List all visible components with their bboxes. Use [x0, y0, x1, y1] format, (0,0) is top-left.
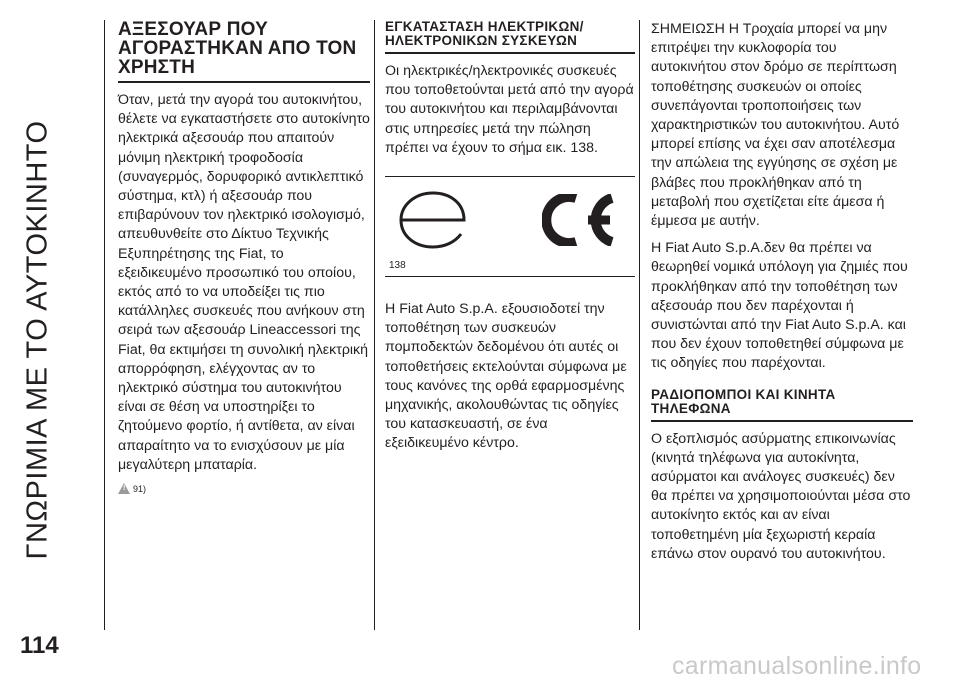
figure-number: 138	[389, 260, 406, 272]
warning-triangle-icon: !	[118, 483, 130, 494]
paragraph-note: ΣΗΜΕΙΩΣΗ Η Τροχαία μπορεί να μην επιτρέψει την κυκλοφορία του αυτοκινήτου στον δρόμο σε περίπτωση τοποθέτησης συσκευών οι οποίες συνεπάγονται τροποποιήσεις των χαρακτηριστικών του αυτοκινήτου. Αυτό μπορεί επίσης να έχει σαν αποτέλεσμα την απώλεια της εγγύησης σε σχέση με βλάβες που προκλήθηκαν από τη μεταβολή που σχετίζεται είτε άμεσα ή έμμεσα με αυτήν.	[651, 21, 900, 230]
section-side-title: ΓΝΩΡΙΜΙΑ ΜΕ ΤΟ ΑΥΤΟΚΙΝΗΤΟ	[21, 120, 54, 560]
paragraph-liability: Η Fiat Auto S.p.A.δεν θα πρέπει να θεωρηθεί νομικά υπόλογη για ζημιές που προκλήθηκαν από την τοποθέτηση των αξεσουάρ που δεν παρέχονται ή συνιστώνται από την Fiat Auto S.p.A. και που δεν έχουν τοποθετηθεί σύμφωνα με τις οδηγίες που παρέχονται.	[651, 240, 908, 372]
warning-reference-number: 91)	[133, 483, 147, 494]
heading-rule	[385, 52, 635, 54]
paragraph-installation-intro: Οι ηλεκτρικές/ηλεκτρονικές συσκευές που τοποθετούνται μετά από την αγορά του αυτοκινήτου και περιλαμβάνονται στις υπηρεσίες μετά την πώληση πρέπει να έχουν το σήμα εικ. 138.	[385, 63, 634, 156]
ce-mark-icon	[542, 194, 616, 246]
paragraph-installation-authorization: Η Fiat Auto S.p.A. εξουσιοδοτεί την τοποθέτηση των συσκευών πομποδεκτών δεδομένου ότι αυτές οι τοποθετήσεις εκτελούνται σύμφωνα με τους κανόνες της ορθά εφαρμοσμένης μηχανικής, ακολουθώντας τις οδηγίες του κατασκευαστή, σε ένα εξειδικευμένο κέντρο.	[385, 301, 627, 452]
paragraph-accessories: Όταν, μετά την αγορά του αυτοκινήτου, θέλετε να εγκαταστήσετε στο αυτοκίνητο ηλεκτρικά αξεσουάρ που απαιτούν μόνιμη ηλεκτρική τροφοδοσία (συναγερμός, δορυφορικό αντικλεπτικό σύστημα, κτλ) ή αξεσουάρ που επιβαρύνουν τον ηλεκτρικό ισολογισμό, απευθυνθείτε στο Δίκτυο Τεχνικής Εξυπηρέτησης της Fiat, το εξειδικευμένο προσωπικό του οποίου, εκτός από το να υποδείξει τις πιο κατάλληλες συσκευές που ανήκουν στη σειρά των αξεσουάρ Lineaccessori της Fiat, θα εκτιμήσει τη συνολική ηλεκτρική απορρόφηση, ελέγχοντας αν το ηλεκτρικό σύστημα του αυτοκινήτου είναι σε θέση να υποστηρίξει το ζητούμενο φορτίο, ή αντίθετα, αν είναι απαραίτητο να το ενισχύσουν με μία μεγαλύτερη μπαταρία.	[118, 92, 370, 473]
figure-top-rule	[385, 176, 635, 177]
figure-138	[385, 176, 635, 284]
heading-accessories: ΑΞΕΣΟΥΑΡ ΠΟΥ ΑΓΟΡΑΣΤΗΚΑΝ ΑΠΟ ΤΟΝ ΧΡΗΣΤΗ	[118, 19, 357, 78]
column-installation	[385, 20, 635, 462]
figure-bottom-rule	[385, 276, 635, 277]
paragraph-radio-phones: Ο εξοπλισμός ασύρματης επικοινωνίας (κινητά τηλέφωνα για αυτοκίνητα, ασύρματοι και ανάλογες συσκευές) δεν θα πρέπει να χρησιμοποιούνται μέσα στο αυτοκίνητο εκτός και αν είναι τοποθετημένη μία ξεχωριστή κεραία επάνω στον ουρανό του αυτοκινήτου.	[651, 430, 911, 562]
heading-radio-phones: ΡΑΔΙΟΠΟΜΠΟΙ ΚΑΙ ΚΙΝΗΤΑ ΤΗΛΕΦΩΝΑ	[651, 386, 836, 416]
heading-rule	[118, 81, 370, 83]
column-divider	[104, 20, 105, 630]
heading-installation: ΕΓΚΑΤΑΣΤΑΣΗ ΗΛΕΚΤΡΙΚΩΝ/ΗΛΕΚΤΡΟΝΙΚΩΝ ΣΥΣΚΕΥΩΝ	[385, 19, 584, 48]
footer-watermark: carmanualsonline.info	[672, 652, 922, 680]
column-divider	[374, 20, 375, 630]
heading-rule	[651, 420, 913, 422]
column-accessories	[118, 20, 370, 494]
e-mark-icon	[397, 191, 469, 249]
column-notes	[651, 20, 913, 572]
warning-reference	[118, 483, 370, 494]
column-divider	[639, 20, 640, 630]
page-number: 114	[20, 632, 59, 659]
